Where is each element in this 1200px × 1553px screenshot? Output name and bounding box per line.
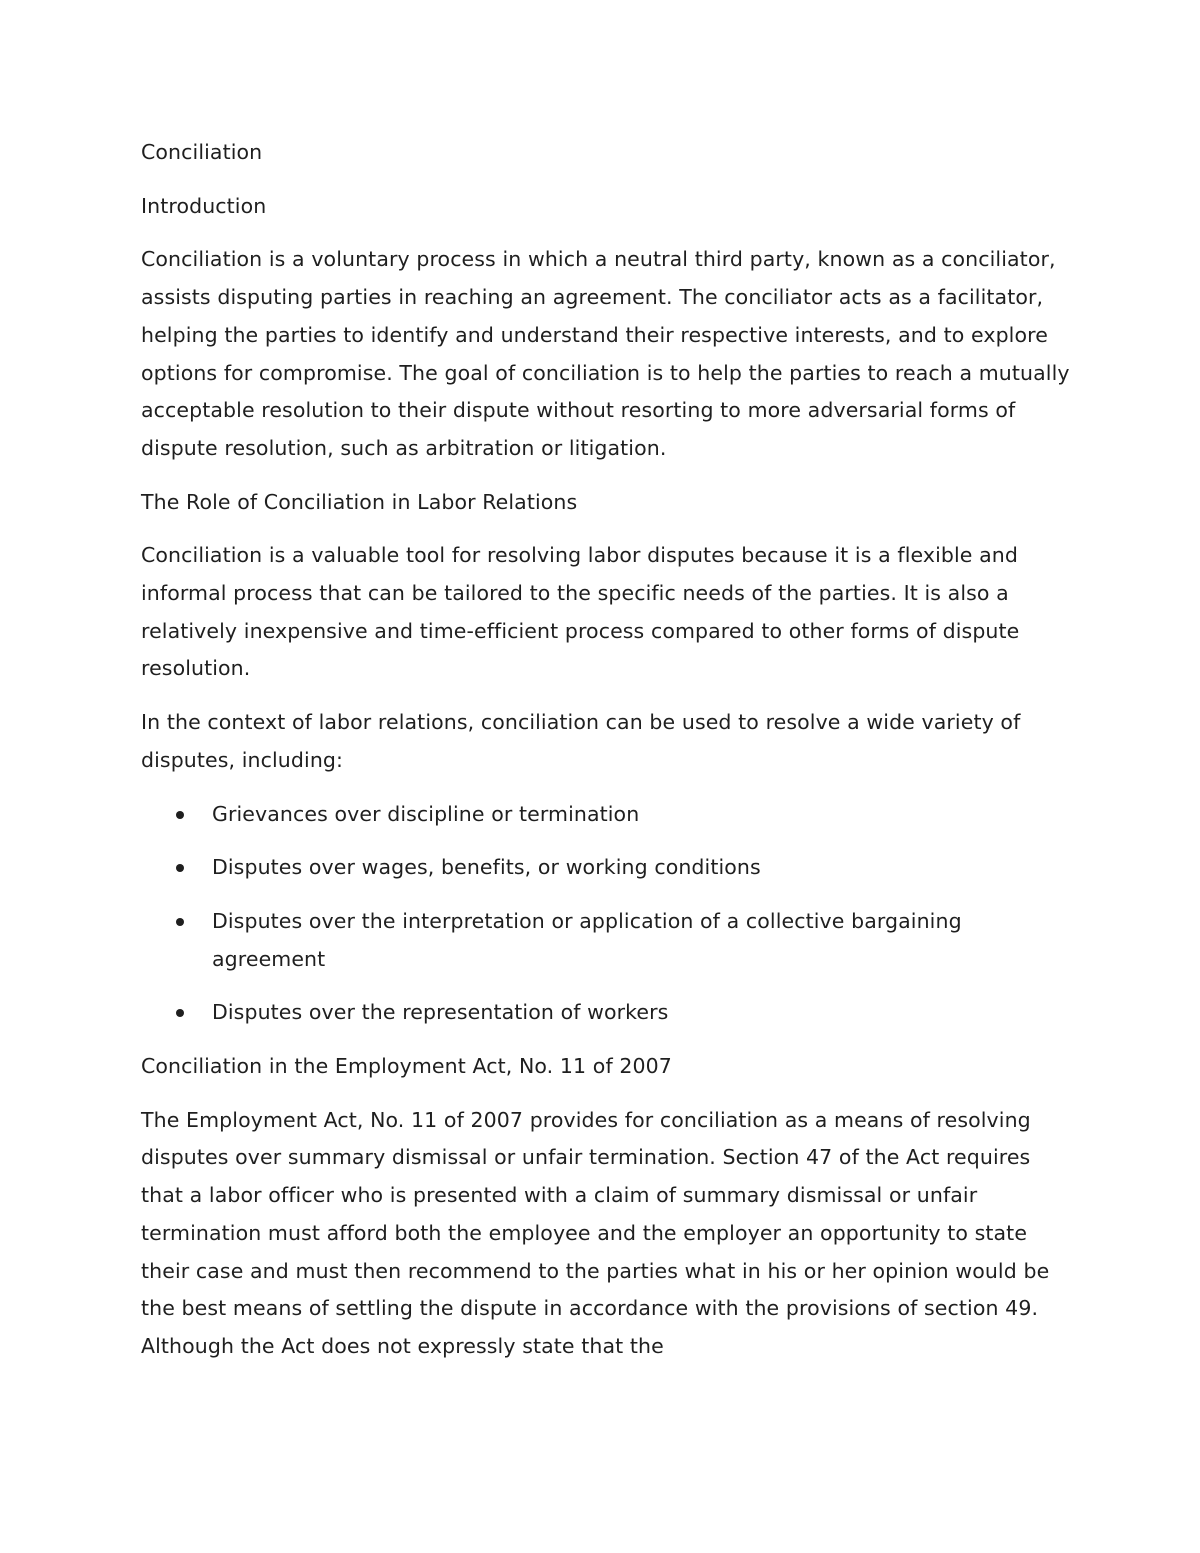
list-item [141,849,1071,887]
list-item-text: Disputes over the representation of workers [212,1000,669,1025]
list-item-text: Grievances over discipline or termination [212,801,640,826]
intro-heading: Introduction [141,193,267,218]
list-item [141,796,1071,834]
act-paragraph: The Employment Act, No. 11 of 2007 provides for conciliation as a means of resolving disputes over summary dismissal or unfair termination. Section 47 of the Act requires that a labor officer who is presented with a claim of summary dismissal or unfair termination must afford both the employee and the employer an opportunity to state their case and must then recommend to the parties what in his or her opinion would be the best means of settling the dispute in accordance with the provisions of section 49. Although the Act does not expressly state that the [141,1107,1050,1358]
list-item [141,994,1071,1032]
role-heading: The Role of Conciliation in Labor Relations [141,489,578,514]
document-page [141,134,1071,1382]
role-paragraph-2: In the context of labor relations, conciliation can be used to resolve a wide variety of disputes, including: [141,710,1021,772]
dispute-types-list [141,796,1071,1033]
list-item [141,903,1071,978]
list-item-text: Disputes over the interpretation or application of a collective bargaining agreement [212,908,962,971]
document-title: Conciliation [141,140,263,164]
bullet-icon [176,918,184,926]
bullet-icon [176,811,184,819]
bullet-icon [176,1009,184,1017]
intro-paragraph: Conciliation is a voluntary process in which a neutral third party, known as a conciliator, assists disputing parties in reaching an agreement. The conciliator acts as a facilitator, helping the parties to identify and understand their respective interests, and to explore options for compromise. The goal of conciliation is to help the parties to reach a mutually acceptable resolution to their dispute without resorting to more adversarial forms of dispute resolution, such as arbitration or litigation. [141,247,1070,460]
bullet-icon [176,864,184,872]
act-heading: Conciliation in the Employment Act, No. 11 of 2007 [141,1054,672,1079]
role-paragraph-1: Conciliation is a valuable tool for resolving labor disputes because it is a flexible and informal process that can be tailored to the specific needs of the parties. It is also a relatively inexpensive and time-efficient process compared to other forms of dispute resolution. [141,543,1020,681]
list-item-text: Disputes over wages, benefits, or working conditions [212,855,761,880]
